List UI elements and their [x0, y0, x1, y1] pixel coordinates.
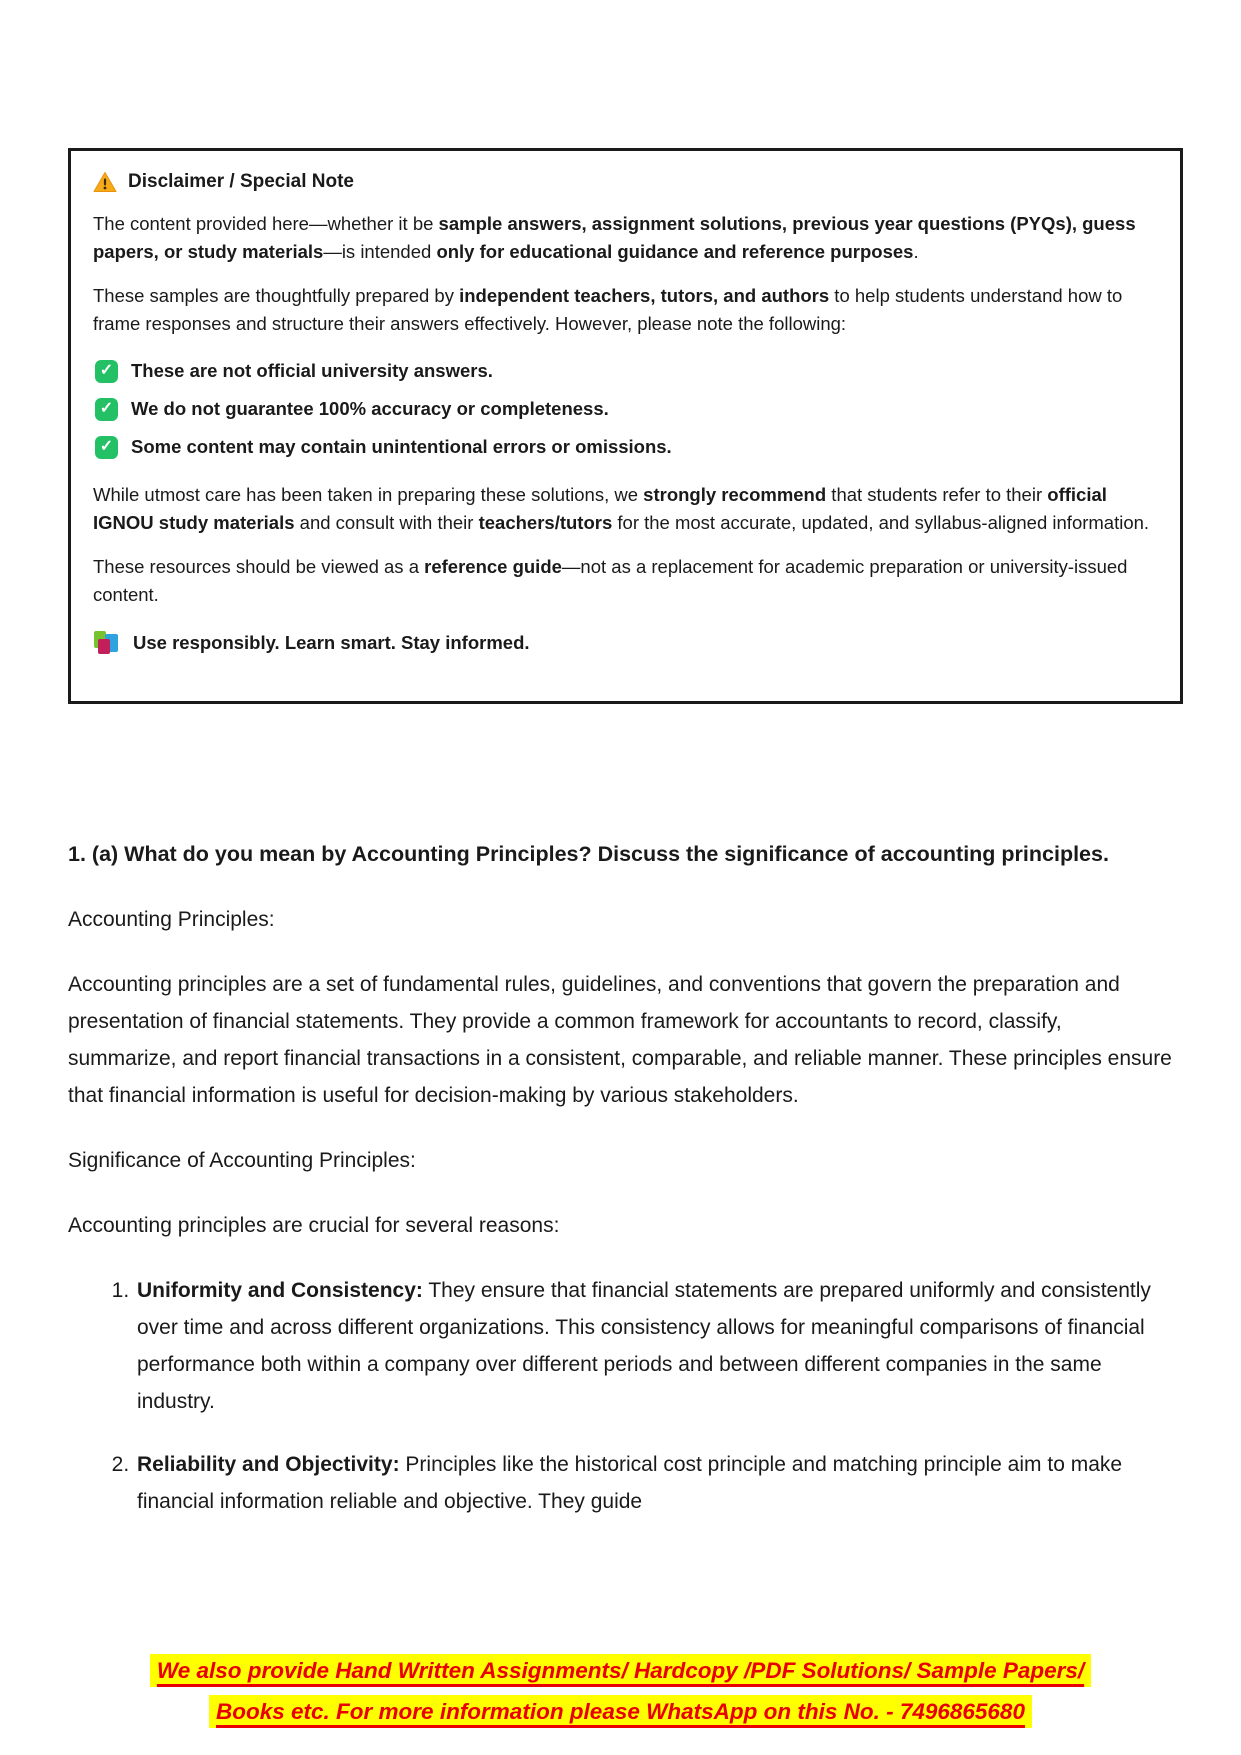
- list-item-term: Uniformity and Consistency:: [137, 1279, 423, 1302]
- subheading-accounting-principles: Accounting Principles:: [68, 908, 275, 931]
- disclaimer-box: [68, 148, 1183, 704]
- list-item-text: They ensure that financial statements are prepared uniformly and consistently over time and across different organizations. This consistency allows for meaningful comparisons of financial performance both within a company over different periods and between different companies in the same industry.: [137, 1279, 1151, 1413]
- green-checkbox-icon: ✓: [95, 398, 118, 421]
- list-item: [135, 1272, 1175, 1420]
- books-icon: [93, 630, 120, 656]
- checklist-item-label: These are not official university answers.: [131, 360, 493, 381]
- question-heading: 1. (a) What do you mean by Accounting Principles? Discuss the significance of accounting principles.: [68, 842, 1109, 866]
- usage-note-text: Use responsibly. Learn smart. Stay informed.: [133, 632, 530, 653]
- disclaimer-paragraph-2: These samples are thoughtfully prepared by independent teachers, tutors, and authors to help students understand how to frame responses and structure their answers effectively. However, please note the following:: [93, 285, 1123, 334]
- paragraph-definition: Accounting principles are a set of fundamental rules, guidelines, and conventions that govern the preparation and presentation of financial statements. They provide a common framework for accountants to record, classify, summarize, and report financial transactions in a consistent, comparable, and reliable manner. These principles ensure that financial information is useful for decision-making by various stakeholders.: [68, 973, 1172, 1107]
- checklist-item: [95, 432, 1158, 462]
- numbered-list: [68, 1272, 1175, 1520]
- promo-banner: [0, 1650, 1241, 1732]
- list-item-text: Principles like the historical cost principle and matching principle aim to make financial information reliable and objective. They guide: [137, 1453, 1123, 1513]
- disclaimer-title: Disclaimer / Special Note: [128, 171, 354, 192]
- checklist-item-label: Some content may contain unintentional errors or omissions.: [131, 436, 672, 457]
- usage-note-row: [93, 630, 1158, 656]
- promo-line-1-text: We also provide Hand Written Assignments/ Hardcopy /PDF Solutions/ Sample Papers/: [150, 1654, 1091, 1687]
- green-checkbox-icon: ✓: [95, 360, 118, 383]
- checklist-item: [95, 356, 1158, 386]
- warning-triangle-icon: [93, 171, 117, 193]
- promo-line-2: [0, 1691, 1241, 1732]
- disclaimer-paragraph-3: While utmost care has been taken in preparing these solutions, we strongly recommend that students refer to their official IGNOU study materials and consult with their teachers/tutors for the most accurate, updated, and syllabus-aligned information.: [93, 484, 1150, 533]
- list-item-term: Reliability and Objectivity:: [137, 1453, 400, 1476]
- disclaimer-title-row: [93, 171, 1158, 193]
- disclaimer-paragraph-1: The content provided here—whether it be sample answers, assignment solutions, previous year questions (PYQs), guess papers, or study materials—is intended only for educational guidance and reference purposes.: [93, 213, 1136, 262]
- list-item: [135, 1446, 1175, 1520]
- disclaimer-checklist: [95, 356, 1158, 462]
- paragraph-reasons-intro: Accounting principles are crucial for several reasons:: [68, 1214, 560, 1237]
- answer-section: [68, 836, 1175, 1546]
- promo-line-1: [0, 1650, 1241, 1691]
- subheading-significance: Significance of Accounting Principles:: [68, 1149, 416, 1172]
- checklist-item: [95, 394, 1158, 424]
- disclaimer-paragraph-4: These resources should be viewed as a reference guide—not as a replacement for academic preparation or university-issued content.: [93, 556, 1128, 605]
- green-checkbox-icon: ✓: [95, 436, 118, 459]
- checklist-item-label: We do not guarantee 100% accuracy or completeness.: [131, 398, 609, 419]
- promo-line-2-text: Books etc. For more information please WhatsApp on this No. - 7496865680: [209, 1695, 1032, 1728]
